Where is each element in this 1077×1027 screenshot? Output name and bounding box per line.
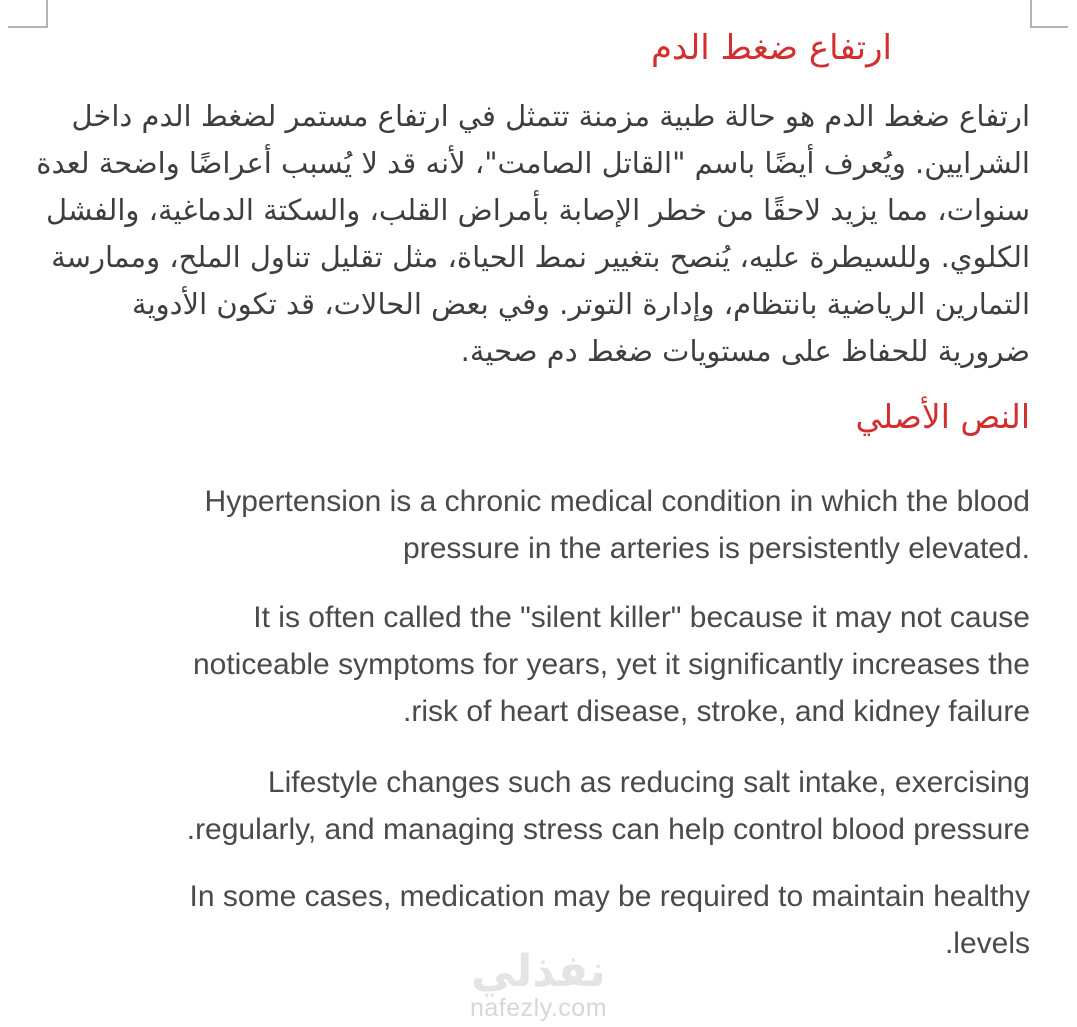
nafezly-watermark [0,946,1077,1022]
nafezly-logo: نفذلي [471,946,606,997]
arabic-line-5: التمارين الرياضية بانتظام، وإدارة التوتر. وفي بعض الحالات، قد تكون الأدوية [132,287,1030,321]
arabic-line-3: سنوات، مما يزيد لاحقًا من خطر الإصابة بأمراض القلب، والسكتة الدماغية، والفشل [46,193,1030,227]
english-p3-line-2: .regularly, and managing stress can help control blood pressure [186,813,1030,846]
english-paragraph-2 [47,594,1030,735]
english-p2-line-1: It is often called the "silent killer" because it may not cause [253,601,1030,634]
english-paragraph-1 [47,478,1030,572]
english-p2-line-2: noticeable symptoms for years, yet it significantly increases the [192,648,1030,681]
arabic-title: ارتفاع ضغط الدم [650,28,892,68]
english-p3-line-1: Lifestyle changes such as reducing salt intake, exercising [267,766,1030,799]
original-text-title: النص الأصلي [855,397,1030,436]
arabic-line-1: ارتفاع ضغط الدم هو حالة طبية مزمنة تتمثل في ارتفاع مستمر لضغط الدم داخل [71,99,1030,133]
english-p1-line-2: pressure in the arteries is persistently elevated. [403,532,1030,565]
arabic-line-2: الشرايين. ويُعرف أيضًا باسم "القاتل الصامت"، لأنه قد لا يُسبب أعراضًا واضحة لعدة [36,146,1030,180]
english-p4-line-1: In some cases, medication may be required to maintain healthy [189,880,1030,913]
english-p2-line-3: .risk of heart disease, stroke, and kidney failure [403,695,1030,728]
arabic-paragraph [36,93,1030,375]
arabic-line-6: ضرورية للحفاظ على مستويات ضغط دم صحية. [460,334,1030,368]
arabic-line-4: الكلوي. وللسيطرة عليه، يُنصح بتغيير نمط الحياة، مثل تقليل تناول الملح، وممارسة [51,240,1030,274]
english-p1-line-1: Hypertension is a chronic medical condition in which the blood [204,485,1030,518]
english-paragraph-3 [47,759,1030,853]
english-p4-line-2: .levels [944,927,1030,960]
watermark-site-name: nafezly.com [469,994,608,1022]
